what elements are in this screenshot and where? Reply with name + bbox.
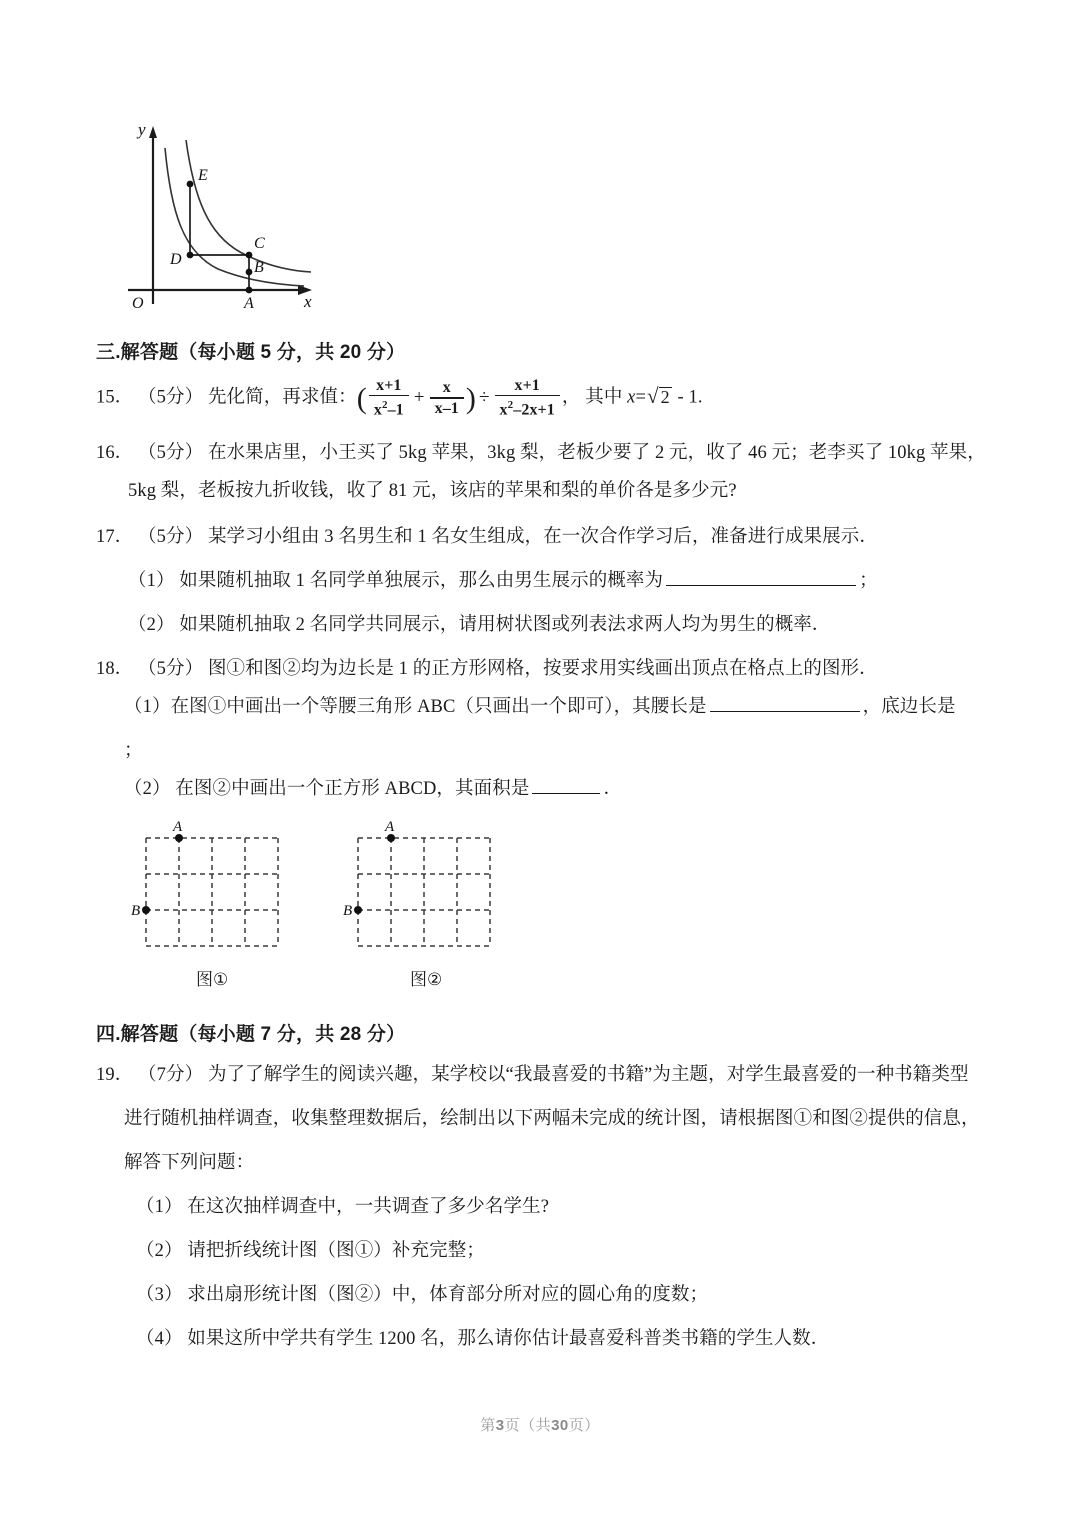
question-15-where-label: 其中 — [585, 387, 623, 408]
question-17-text-line-1: 某学习小组由 3 名男生和 1 名女生组成，在一次合作学习后，准备进行成果展示． — [207, 527, 878, 547]
fraction-3-numerator: x+1 — [514, 377, 540, 394]
grid-figure-2-caption: 图② — [410, 970, 443, 989]
question-15-expression: ( $\frac{x+1}{x^2-1}$ + $\frac{x}{x-1}$ ) ÷ $\frac{x+1}{x^2-2x+1}$ — [357, 378, 562, 419]
question-19-part-2-text: 请把折线统计图（图①）补充完整； — [187, 1241, 485, 1261]
question-15 — [96, 378, 703, 419]
question-17-part-2 — [128, 612, 831, 638]
grid-figure-1 — [131, 819, 300, 967]
label-D: D — [170, 251, 182, 268]
fraction-3 — [495, 378, 560, 419]
label-origin: O — [132, 295, 144, 312]
grid-1-point-A — [175, 834, 183, 842]
question-18-part-2-suffix: ． — [603, 779, 623, 799]
question-19-part-1-text: 在这次抽样调查中，一共调查了多少名学生? — [187, 1197, 550, 1217]
question-16-number: 16． — [96, 443, 134, 463]
question-19-part-2-label: （2） — [136, 1241, 183, 1261]
question-18-part-1-suffix: ； — [124, 741, 143, 761]
question-18-part-1-continued — [124, 738, 143, 764]
question-19-part-1-label: （1） — [136, 1197, 183, 1217]
question-19-line-3 — [124, 1150, 254, 1176]
fraction-2-numerator: x — [442, 379, 451, 397]
question-19-line-1 — [96, 1062, 969, 1088]
question-19-part-3-label: （3） — [136, 1285, 183, 1305]
question-19-part-4-label: （4） — [136, 1329, 183, 1349]
question-18-number: 18． — [96, 659, 134, 679]
footer-middle: 页（共 — [504, 1417, 552, 1434]
point-E — [187, 181, 194, 188]
grid-2-label-B: B — [343, 903, 353, 919]
question-16-score: （5分） — [138, 443, 204, 463]
question-19-part-4-text: 如果这所中学共有学生 1200 名，那么请你估计最喜爱科普类书籍的学生人数． — [187, 1329, 830, 1349]
fraction-1-denominator: $x^2-1$ — [373, 399, 404, 419]
point-D — [187, 252, 194, 259]
answer-blank-18-2[interactable] — [532, 777, 600, 794]
plus-operator: + — [413, 387, 425, 409]
grid-1-label-A: A — [173, 819, 183, 835]
question-16-line-1 — [96, 440, 986, 466]
grid-2-point-B — [354, 906, 362, 914]
question-17-number: 17． — [96, 527, 134, 547]
hyperbola-figure — [108, 112, 338, 317]
question-18-part-1 — [124, 694, 956, 720]
question-18-text-line-1: 图①和图②均为边长是 1 的正方形网格，按要求用实线画出顶点在格点上的图形． — [207, 659, 878, 679]
label-E: E — [198, 167, 208, 184]
answer-blank-17-1[interactable] — [666, 569, 856, 586]
footer-total-pages: 30 — [551, 1417, 569, 1434]
fraction-1-numerator: x+1 — [376, 377, 402, 394]
footer-page-number: 3 — [495, 1417, 505, 1434]
label-x-axis: x — [304, 292, 312, 311]
fraction-3-denominator: $x^2-2x+1$ — [499, 399, 555, 419]
question-16-text-line-1: 在水果店里，小王买了 5kg 苹果，3kg 梨，老板少要了 2 元，收了 46 元；老李买了 10kg 苹果， — [207, 443, 986, 463]
question-18-line-1 — [96, 656, 878, 682]
question-18-part-2-label: （2） — [124, 779, 171, 799]
question-17-part-2-text: 如果随机抽取 2 名同学共同展示，请用树状图或列表法求两人均为男生的概率． — [179, 615, 831, 635]
question-16-line-2 — [128, 478, 737, 504]
divide-operator: ÷ — [479, 387, 490, 409]
grid-1-label-B: B — [131, 903, 141, 919]
grid-2-label-A: A — [385, 819, 395, 835]
question-17-part-1-text: 如果随机抽取 1 名同学单独展示，那么由男生展示的概率为 — [179, 571, 664, 591]
label-C: C — [254, 235, 265, 252]
grid-figure-1-caption: 图① — [196, 970, 229, 989]
question-18-part-2-text: 在图②中画出一个正方形 ABCD，其面积是 — [175, 779, 530, 799]
label-A: A — [244, 295, 254, 312]
question-18-part-2 — [124, 776, 622, 802]
question-17-part-2-label: （2） — [128, 615, 175, 635]
point-C — [246, 252, 253, 259]
question-19-part-3-text: 求出扇形统计图（图②）中，体育部分所对应的圆心角的度数； — [187, 1285, 709, 1305]
fraction-2 — [430, 380, 464, 416]
question-15-text: 先化简，再求值： — [207, 387, 357, 408]
question-17-score: （5分） — [138, 527, 204, 547]
question-19-text-line-3: 解答下列问题： — [124, 1153, 255, 1173]
question-19-number: 19． — [96, 1065, 134, 1085]
point-B — [246, 269, 253, 276]
question-18-score: （5分） — [138, 659, 204, 679]
question-17-part-1-suffix: ； — [859, 571, 878, 591]
question-19-text-line-1: 为了了解学生的阅读兴趣，某学校以“我最喜爱的书籍”为主题，对学生最喜爱的一种书籍类型 — [207, 1065, 969, 1085]
question-17-part-1-label: （1） — [128, 571, 175, 591]
question-17-line-1 — [96, 524, 878, 550]
section-heading-three: 三.解答题（每小题 5 分，共 20 分） — [96, 342, 406, 363]
fraction-1 — [369, 378, 409, 419]
question-15-variable: x — [627, 387, 636, 408]
page-footer — [0, 1414, 1080, 1435]
grid-figure-2 — [343, 819, 512, 967]
question-19-part-3 — [136, 1282, 708, 1308]
fraction-2-denominator: x–1 — [434, 399, 459, 417]
question-19-score: （7分） — [138, 1065, 204, 1085]
question-18-part-1-text: 在图①中画出一个等腰三角形 ABC（只画出一个即可），其腰长是 — [170, 697, 707, 717]
question-19-part-4 — [136, 1326, 829, 1352]
point-A — [246, 287, 253, 294]
radicand: 2 — [660, 386, 670, 407]
square-root-icon: √ 2 — [647, 383, 670, 408]
grid-1-point-B — [142, 906, 150, 914]
footer-suffix: 页） — [568, 1417, 600, 1434]
label-y-axis: y — [138, 120, 146, 139]
question-19-part-2 — [136, 1238, 485, 1264]
question-17-part-1 — [128, 568, 878, 594]
question-19-text-line-2: 进行随机抽样调查，收集整理数据后，绘制出以下两幅未完成的统计图，请根据图①和图②提供的信息， — [124, 1109, 980, 1129]
footer-prefix: 第 — [480, 1417, 496, 1434]
section-heading-four: 四.解答题（每小题 7 分，共 28 分） — [96, 1024, 406, 1045]
answer-blank-18-1a[interactable] — [710, 695, 860, 712]
question-19-part-1 — [136, 1194, 549, 1220]
question-18-part-1-label: （1） — [124, 697, 171, 717]
question-15-equals: = — [635, 387, 647, 408]
question-15-score: （5分） — [138, 387, 204, 408]
question-15-comma: ， — [561, 387, 581, 408]
question-18-part-1-mid: ，底边长是 — [862, 697, 956, 717]
question-16-text-line-2: 5kg 梨，老板按九折收钱，收了 81 元，该店的苹果和梨的单价各是多少元? — [128, 481, 737, 501]
grid-2-point-A — [387, 834, 395, 842]
question-19-line-2 — [124, 1106, 980, 1132]
question-15-minus-one: - 1. — [677, 387, 703, 408]
question-15-number: 15． — [96, 387, 134, 408]
label-B: B — [254, 259, 264, 276]
